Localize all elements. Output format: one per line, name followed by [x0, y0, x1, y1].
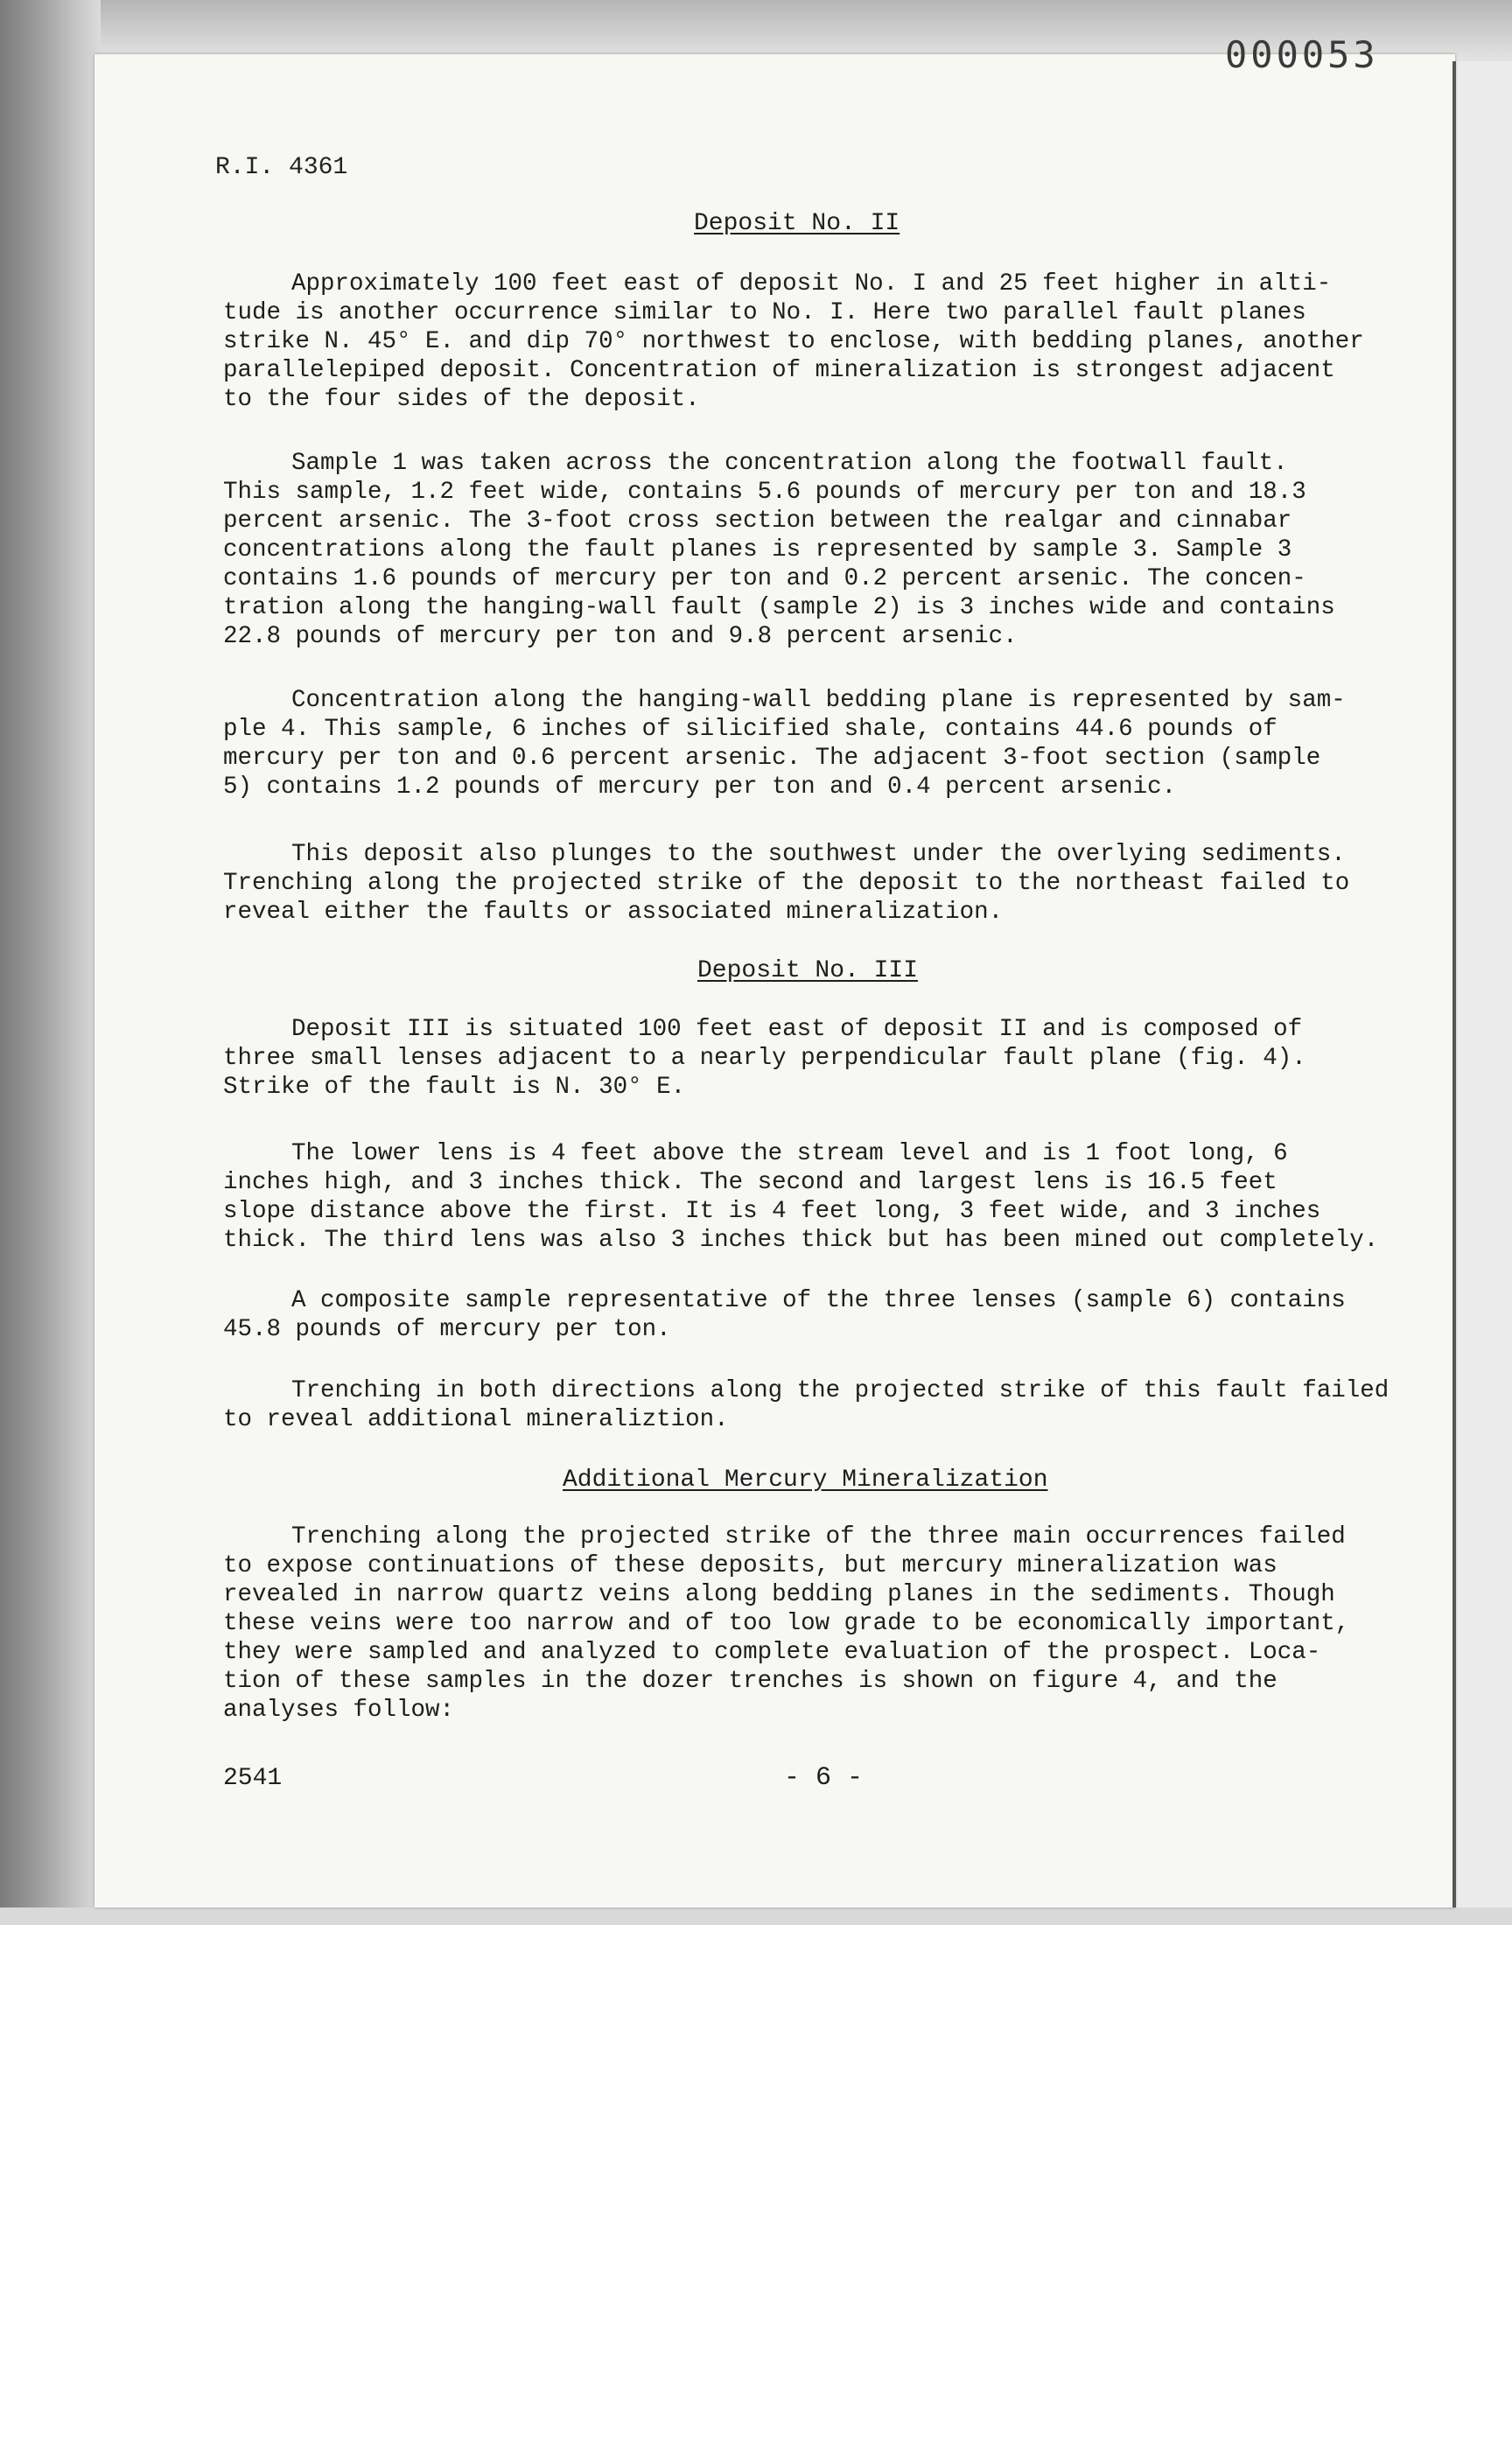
- text-line: This deposit also plunges to the southwest under the overlying sediments.: [291, 841, 1346, 868]
- text-line: 45.8 pounds of mercury per ton.: [223, 1316, 671, 1343]
- text-line: to reveal additional mineraliztion.: [223, 1406, 729, 1433]
- page-number: - 6 -: [784, 1763, 864, 1793]
- text-line: strike N. 45° E. and dip 70° northwest to enclose, with bedding planes, another: [223, 328, 1364, 355]
- text-line: to the four sides of the deposit.: [223, 386, 700, 413]
- paragraph: [223, 449, 1435, 651]
- page-right-edge: [1452, 61, 1456, 1908]
- text-line: slope distance above the first. It is 4 feet long, 3 feet wide, and 3 inches: [223, 1198, 1321, 1225]
- section-heading-additional-mineralization: Additional Mercury Mineralization: [563, 1466, 1048, 1494]
- text-line: tion of these samples in the dozer trenches is shown on figure 4, and the: [223, 1668, 1278, 1695]
- text-line: A composite sample representative of the three lenses (sample 6) contains: [291, 1287, 1346, 1314]
- text-line: tration along the hanging-wall fault (sample 2) is 3 inches wide and contains: [223, 594, 1335, 621]
- text-line: these veins were too narrow and of too low grade to be economically important,: [223, 1610, 1350, 1637]
- text-line: tude is another occurrence similar to No. I. Here two parallel fault planes: [223, 299, 1306, 326]
- text-line: contains 1.6 pounds of mercury per ton and 0.2 percent arsenic. The concen-: [223, 565, 1306, 592]
- text-line: parallelepiped deposit. Concentration of mineralization is strongest adjacent: [223, 357, 1335, 384]
- report-id: R.I. 4361: [215, 154, 348, 181]
- text-line: Trenching in both directions along the projected strike of this fault failed: [291, 1377, 1390, 1404]
- paragraph: [223, 1015, 1435, 1102]
- text-line: they were sampled and analyzed to complete evaluation of the prospect. Loca-: [223, 1639, 1321, 1666]
- text-line: Deposit III is situated 100 feet east of deposit II and is composed of: [291, 1016, 1303, 1043]
- scan-left-shadow: [0, 0, 101, 1925]
- text-line: Approximately 100 feet east of deposit No. I and 25 feet higher in alti-: [291, 270, 1332, 298]
- text-line: 22.8 pounds of mercury per ton and 9.8 percent arsenic.: [223, 623, 1018, 650]
- text-line: to expose continuations of these deposits, but mercury mineralization was: [223, 1552, 1278, 1579]
- text-line: The lower lens is 4 feet above the stream level and is 1 foot long, 6: [291, 1140, 1288, 1167]
- paragraph: [223, 840, 1435, 927]
- paragraph: [223, 270, 1435, 414]
- text-line: analyses follow:: [223, 1697, 455, 1724]
- text-line: Strike of the fault is N. 30° E.: [223, 1074, 686, 1101]
- paragraph: [223, 1139, 1435, 1255]
- paragraph: [223, 1522, 1435, 1725]
- paragraph: [223, 686, 1435, 802]
- paragraph: [223, 1286, 1435, 1344]
- page-stamp: 000053: [1225, 33, 1379, 76]
- text-line: inches high, and 3 inches thick. The second and largest lens is 16.5 feet: [223, 1169, 1278, 1196]
- text-line: ple 4. This sample, 6 inches of silicified shale, contains 44.6 pounds of: [223, 716, 1278, 743]
- text-line: Trenching along the projected strike of the deposit to the northeast failed to: [223, 870, 1350, 897]
- text-line: Trenching along the projected strike of the three main occurrences failed: [291, 1523, 1346, 1550]
- text-line: three small lenses adjacent to a nearly perpendicular fault plane (fig. 4).: [223, 1045, 1306, 1072]
- scan-bottom-strip: [0, 1908, 1512, 1925]
- text-line: 5) contains 1.2 pounds of mercury per ton and 0.4 percent arsenic.: [223, 774, 1177, 801]
- text-line: revealed in narrow quartz veins along bedding planes in the sediments. Though: [223, 1581, 1335, 1608]
- section-heading-deposit-3: Deposit No. III: [697, 957, 919, 984]
- footer-document-number: 2541: [223, 1765, 283, 1792]
- text-line: Concentration along the hanging-wall bedding plane is represented by sam-: [291, 687, 1346, 714]
- text-line: percent arsenic. The 3-foot cross section between the realgar and cinnabar: [223, 508, 1292, 535]
- text-line: concentrations along the fault planes is represented by sample 3. Sample 3: [223, 536, 1292, 564]
- text-line: thick. The third lens was also 3 inches thick but has been mined out completely.: [223, 1227, 1379, 1254]
- section-heading-deposit-2: Deposit No. II: [694, 210, 900, 237]
- paragraph: [223, 1376, 1435, 1434]
- text-line: This sample, 1.2 feet wide, contains 5.6 pounds of mercury per ton and 18.3: [223, 479, 1306, 506]
- text-line: Sample 1 was taken across the concentration along the footwall fault.: [291, 450, 1288, 477]
- text-line: mercury per ton and 0.6 percent arsenic. The adjacent 3-foot section (sample: [223, 745, 1321, 772]
- text-line: reveal either the faults or associated mineralization.: [223, 899, 1004, 926]
